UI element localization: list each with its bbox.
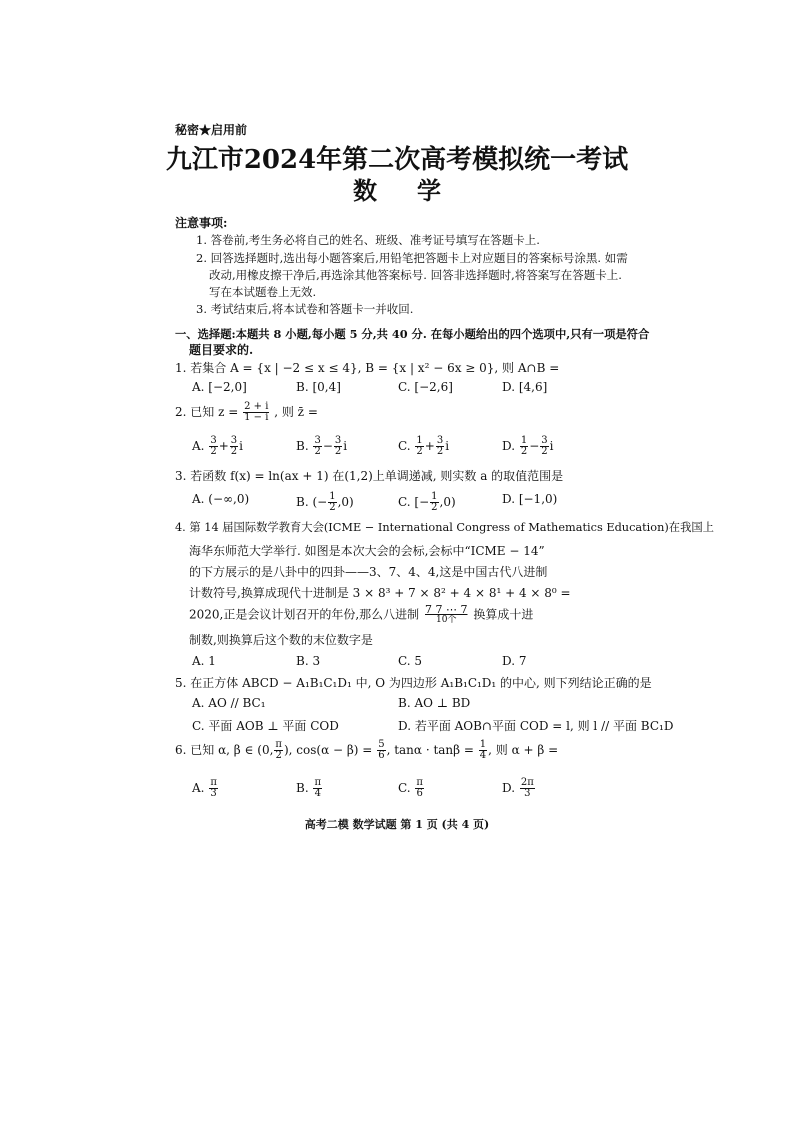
denominator: 2 bbox=[436, 446, 444, 457]
option-label: B. bbox=[296, 781, 309, 795]
fraction bbox=[274, 740, 283, 761]
option-b bbox=[296, 436, 347, 457]
option-label: D. bbox=[502, 439, 516, 453]
q6-text: , 则 α + β = bbox=[488, 743, 559, 757]
fraction bbox=[313, 778, 322, 799]
fraction bbox=[415, 778, 424, 799]
question-4-line: 计数符号,换算成现代十进制是 3 × 8³ + 7 × 8² + 4 × 8¹ + 4 × 8⁰ = bbox=[189, 586, 571, 600]
section-heading-line: 一、选择题:本题共 8 小题,每小题 5 分,共 40 分. 在每小题给出的四个选项中,只有一项是符合 bbox=[175, 327, 650, 341]
question-4-line: 4. 第 14 届国际数学教育大会(ICME − International Congress of Mathematics Education)在我国上 bbox=[175, 521, 714, 534]
q6-text: 6. 已知 α, β ∈ (0, bbox=[175, 743, 274, 757]
octal-number bbox=[424, 605, 469, 625]
fraction bbox=[520, 778, 535, 799]
denominator: 4 bbox=[479, 750, 487, 761]
denominator: 2 bbox=[416, 446, 423, 457]
option-text: ,0) bbox=[337, 495, 354, 509]
fraction bbox=[209, 778, 218, 799]
question-5-stem: 5. 在正方体 ABCD − A₁B₁C₁D₁ 中, O 为四边形 A₁B₁C₁D₁ 的中心, 则下列结论正确的是 bbox=[175, 676, 652, 690]
question-3-options bbox=[192, 492, 632, 512]
option-c bbox=[398, 492, 456, 513]
fraction bbox=[415, 436, 423, 457]
option-label: C. bbox=[398, 439, 411, 453]
question-4-line: 海华东师范大学举行. 如图是本次大会的会标,会标中“ICME − 14” bbox=[189, 544, 545, 558]
denominator: 2 bbox=[314, 446, 321, 457]
notice-heading: 注意事项: bbox=[175, 216, 228, 230]
option-a bbox=[192, 436, 243, 457]
fraction bbox=[243, 402, 269, 423]
fraction bbox=[430, 492, 438, 513]
option-a: A. 1 bbox=[192, 654, 216, 668]
notice-item: 改动,用橡皮擦干净后,再选涂其他答案标号. 回答非选择题时,将答案写在答题卡上. bbox=[209, 268, 622, 282]
option-text: ,0) bbox=[439, 495, 456, 509]
option-label: D. bbox=[502, 781, 516, 795]
numerator: 3 bbox=[230, 435, 238, 446]
denominator: 2 bbox=[431, 502, 438, 513]
denominator: 2 bbox=[541, 446, 548, 457]
imaginary-unit: i bbox=[343, 439, 348, 453]
numerator: 1 bbox=[431, 491, 438, 502]
q4-text: 换算成十进 bbox=[473, 607, 534, 622]
denominator: 2 bbox=[230, 446, 238, 457]
imaginary-unit: i bbox=[239, 439, 243, 453]
subject-title: 数学 bbox=[353, 176, 481, 205]
option-c: C. 平面 AOB ⊥ 平面 COD bbox=[192, 719, 339, 733]
fraction bbox=[540, 436, 548, 457]
option-a: A. AO // BC₁ bbox=[192, 696, 266, 710]
q2-suffix: , 则 z̄ = bbox=[274, 405, 318, 419]
option-b: B. AO ⊥ BD bbox=[398, 696, 471, 710]
confidential-mark: 秘密★启用前 bbox=[175, 123, 248, 137]
option-label: A. bbox=[192, 439, 205, 453]
option-b: B. 3 bbox=[296, 654, 321, 668]
sign: + bbox=[424, 439, 435, 453]
denominator: 2 bbox=[520, 446, 528, 457]
option-c: C. 5 bbox=[398, 654, 423, 668]
question-4-line: 的下方展示的是八卦中的四卦——3、7、4、4,这是中国古代八进制 bbox=[189, 565, 548, 579]
numerator: 3 bbox=[541, 435, 548, 446]
option-d bbox=[502, 778, 536, 799]
notice-item: 1. 答卷前,考生务必将自己的姓名、班级、准考证号填写在答题卡上. bbox=[196, 233, 540, 247]
denominator: 2 bbox=[334, 446, 342, 457]
option-b: B. [0,4] bbox=[296, 380, 341, 394]
option-text: C. [− bbox=[398, 495, 430, 509]
numerator: 3 bbox=[210, 435, 217, 446]
numerator: 3 bbox=[334, 435, 342, 446]
option-d: D. 7 bbox=[502, 654, 527, 668]
numerator: π bbox=[314, 777, 322, 788]
octal-count-note: 10个 bbox=[436, 615, 457, 625]
denominator: 3 bbox=[210, 788, 217, 799]
q2-prefix: 2. 已知 z = bbox=[175, 405, 239, 419]
option-a bbox=[192, 778, 219, 799]
q6-text: , tanα · tanβ = bbox=[386, 743, 474, 757]
option-a bbox=[192, 492, 249, 506]
fraction bbox=[209, 436, 217, 457]
denominator: 2 bbox=[329, 502, 336, 513]
option-d bbox=[502, 492, 557, 506]
question-3-stem: 3. 若函数 f(x) = ln(ax + 1) 在(1,2)上单调递减, 则实数 a 的取值范围是 bbox=[175, 469, 564, 483]
sign: + bbox=[218, 439, 229, 453]
q6-text: ), cos(α − β) = bbox=[283, 743, 373, 757]
notice-item: 3. 考试结束后,将本试卷和答题卡一并收回. bbox=[196, 302, 414, 316]
fraction bbox=[479, 740, 487, 761]
numerator: 5 bbox=[378, 739, 385, 750]
numerator: 1 bbox=[520, 435, 528, 446]
sign: − bbox=[322, 439, 333, 453]
denominator: 3 bbox=[524, 788, 531, 799]
section-heading-line: 题目要求的. bbox=[189, 343, 254, 357]
numerator: π bbox=[275, 739, 282, 750]
notice-item: 写在本试题卷上无效. bbox=[209, 285, 317, 299]
denominator: 2 bbox=[275, 750, 282, 761]
option-c bbox=[398, 436, 449, 457]
octal-digits: 7 7 ⋯ 7 bbox=[425, 603, 468, 616]
question-4-options bbox=[192, 654, 632, 674]
numerator: 3 bbox=[314, 435, 321, 446]
option-d: D. 若平面 AOB∩平面 COD = l, 则 l // 平面 BC₁D bbox=[398, 719, 674, 733]
option-text: D. [−1,0) bbox=[502, 492, 558, 506]
question-5-options-row1 bbox=[192, 696, 632, 716]
denominator: 1 − i bbox=[244, 412, 269, 423]
fraction bbox=[520, 436, 528, 457]
exam-title: 九江市2024年第二次高考模拟统一考试 bbox=[165, 145, 629, 175]
option-c bbox=[398, 778, 425, 799]
numerator: π bbox=[210, 777, 217, 788]
question-2-stem bbox=[175, 402, 318, 423]
numerator: 1 bbox=[416, 435, 423, 446]
notice-item: 2. 回答选择题时,选出每小题答案后,用铅笔把答题卡上对应题目的答案标号涂黑. 如需 bbox=[196, 251, 628, 265]
fraction bbox=[313, 436, 321, 457]
numerator: 2 + i bbox=[244, 401, 269, 412]
option-label: B. bbox=[296, 439, 309, 453]
option-b bbox=[296, 778, 323, 799]
option-text: A. (−∞,0) bbox=[192, 492, 250, 506]
denominator: 2 bbox=[210, 446, 217, 457]
page-footer: 高考二模 数学试题 第 1 页 (共 4 页) bbox=[304, 818, 490, 831]
option-d bbox=[502, 436, 554, 457]
denominator: 4 bbox=[314, 788, 321, 799]
question-2-options bbox=[192, 436, 632, 456]
q4-text: 2020,正是会议计划召开的年份,那么八进制 bbox=[189, 607, 420, 622]
option-label: C. bbox=[398, 781, 411, 795]
denominator: 6 bbox=[416, 788, 423, 799]
question-1-options bbox=[192, 380, 632, 400]
denominator: 6 bbox=[378, 750, 385, 761]
option-label: A. bbox=[192, 781, 205, 795]
question-4-line: 制数,则换算后这个数的末位数字是 bbox=[189, 633, 373, 647]
numerator: π bbox=[416, 777, 423, 788]
numerator: 1 bbox=[329, 491, 336, 502]
option-d: D. [4,6] bbox=[502, 380, 548, 394]
imaginary-unit: i bbox=[445, 439, 450, 453]
section-heading bbox=[175, 326, 650, 358]
numerator: 2π bbox=[520, 777, 534, 788]
question-1-stem: 1. 若集合 A = {x | −2 ≤ x ≤ 4}, B = {x | x² − 6x ≥ 0}, 则 A∩B = bbox=[175, 361, 560, 375]
option-c: C. [−2,6] bbox=[398, 380, 453, 394]
sign: − bbox=[529, 439, 540, 453]
fraction bbox=[377, 740, 385, 761]
option-b bbox=[296, 492, 354, 513]
fraction bbox=[436, 436, 444, 457]
fraction bbox=[328, 492, 336, 513]
question-6-stem bbox=[175, 740, 558, 761]
question-4-line bbox=[189, 605, 533, 625]
question-6-options bbox=[192, 778, 632, 798]
option-a: A. [−2,0] bbox=[192, 380, 247, 394]
fraction bbox=[334, 436, 342, 457]
option-text: B. (− bbox=[296, 495, 328, 509]
fraction bbox=[230, 436, 238, 457]
imaginary-unit: i bbox=[549, 439, 554, 453]
numerator: 1 bbox=[479, 739, 487, 750]
question-5-options-row2 bbox=[192, 717, 674, 737]
numerator: 3 bbox=[436, 435, 444, 446]
